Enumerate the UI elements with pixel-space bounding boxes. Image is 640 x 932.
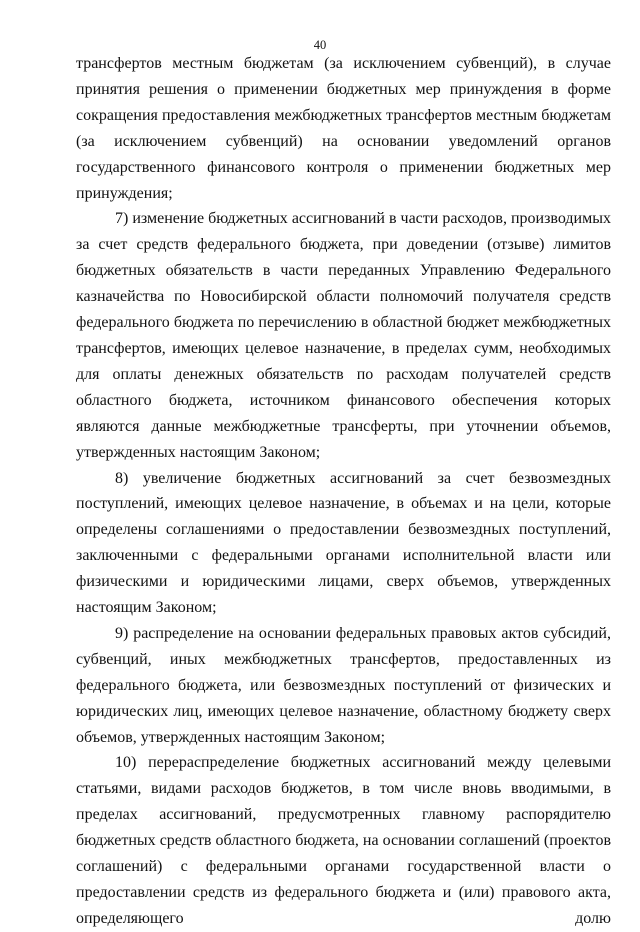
paragraph-item-8: 8) увеличение бюджетных ассигнований за счет безвозмездных поступлений, имеющих целевое назначение, в объемах и на цели, которые определены соглашениями о предоставлении безвозмездных поступлений, заключенными с федеральными органами исполнительной власти или физическими и юридическими лицами, сверх объемов, утвержденных настоящим Законом;: [76, 469, 611, 617]
paragraph-item-10: 10) перераспределение бюджетных ассигнований между целевыми статьями, видами расходов бюджетов, в том числе вновь вводимыми, в пределах ассигнований, предусмотренных главному распорядителю бюджетных средств областного бюджета, на основании соглашений (проектов соглашений) с федеральными органами государственной власти о предоставлении средств из федерального бюджета и (или) правового акта, определяющего долю: [76, 754, 611, 927]
paragraph-item-9: 9) распределение на основании федеральных правовых актов субсидий, субвенций, иных межбюджетных трансфертов, предоставленных из федерального бюджета, или безвозмездных поступлений от физических и юридических лиц, имеющих целевое назначение, областному бюджету сверх объемов, утвержденных настоящим Законом;: [76, 624, 611, 746]
document-body: [76, 51, 611, 932]
paragraph-item-7: 7) изменение бюджетных ассигнований в части расходов, производимых за счет средств федерального бюджета, при доведении (отзыве) лимитов бюджетных обязательств в части переданных Управлению Федерального казначейства по Новосибирской области полномочий получателя средств федерального бюджета по перечислению в областной бюджет межбюджетных трансфертов, имеющих целевое назначение, в пределах сумм, необходимых для оплаты денежных обязательств по расходам получателей средств областного бюджета, источником финансового обеспечения которых являются данные межбюджетные трансферты, при уточнении объемов, утвержденных настоящим Законом;: [76, 210, 611, 461]
paragraph-continuation: трансфертов местным бюджетам (за исключением субвенций), в случае принятия решения о применении бюджетных мер принуждения в форме сокращения предоставления межбюджетных трансфертов местным бюджетам (за исключением субвенций) на основании уведомлений органов государственного финансового контроля о применении бюджетных мер принуждения;: [76, 55, 611, 202]
page-number: 40: [313, 38, 327, 52]
